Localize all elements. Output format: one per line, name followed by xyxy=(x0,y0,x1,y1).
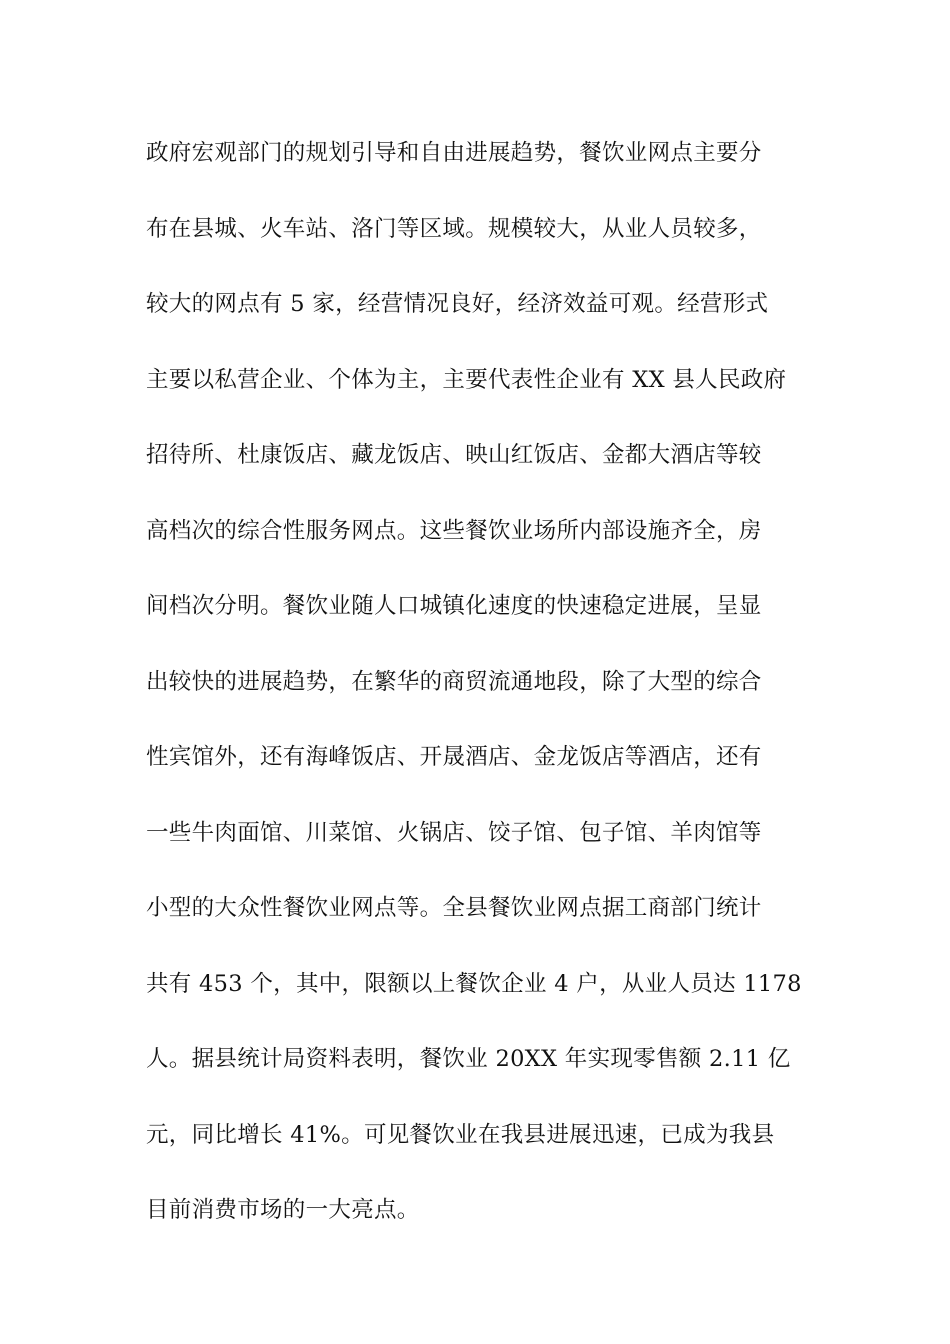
text-line: 出较快的进展趋势，在繁华的商贸流通地段，除了大型的综合 xyxy=(146,668,762,695)
text-line: 共有 453 个，其中，限额以上餐饮企业 4 户，从业人员达 1178 xyxy=(146,970,802,997)
text-line: 布在县城、火车站、洛门等区域。规模较大，从业人员较多， xyxy=(146,215,762,242)
body-paragraph xyxy=(146,134,811,1267)
text-line: 性宾馆外，还有海峰饭店、开晟酒店、金龙饭店等酒店，还有 xyxy=(146,744,762,770)
text-line: 目前消费市场的一大亮点。 xyxy=(146,1197,420,1223)
text-line: 主要以私营企业、个体为主，主要代表性企业有 XX 县人民政府 xyxy=(146,366,787,393)
text-line: 小型的大众性餐饮业网点等。全县餐饮业网点据工商部门统计 xyxy=(146,895,762,921)
text-line: 政府宏观部门的规划引导和自由进展趋势，餐饮业网点主要分 xyxy=(146,140,762,166)
text-line: 间档次分明。餐饮业随人口城镇化速度的快速稳定进展，呈显 xyxy=(146,593,762,619)
text-line: 招待所、杜康饭店、藏龙饭店、映山红饭店、金都大酒店等较 xyxy=(146,442,762,468)
text-line: 元，同比增长 41%。可见餐饮业在我县进展迅速，已成为我县 xyxy=(146,1121,775,1148)
text-line: 较大的网点有 5 家，经营情况良好，经济效益可观。经营形式 xyxy=(146,291,769,317)
text-line: 一些牛肉面馆、川菜馆、火锅店、饺子馆、包子馆、羊肉馆等 xyxy=(146,819,762,846)
text-line: 高档次的综合性服务网点。这些餐饮业场所内部设施齐全，房 xyxy=(146,517,762,544)
text-line: 人。据县统计局资料表明，餐饮业 20XX 年实现零售额 2.11 亿 xyxy=(146,1046,791,1072)
